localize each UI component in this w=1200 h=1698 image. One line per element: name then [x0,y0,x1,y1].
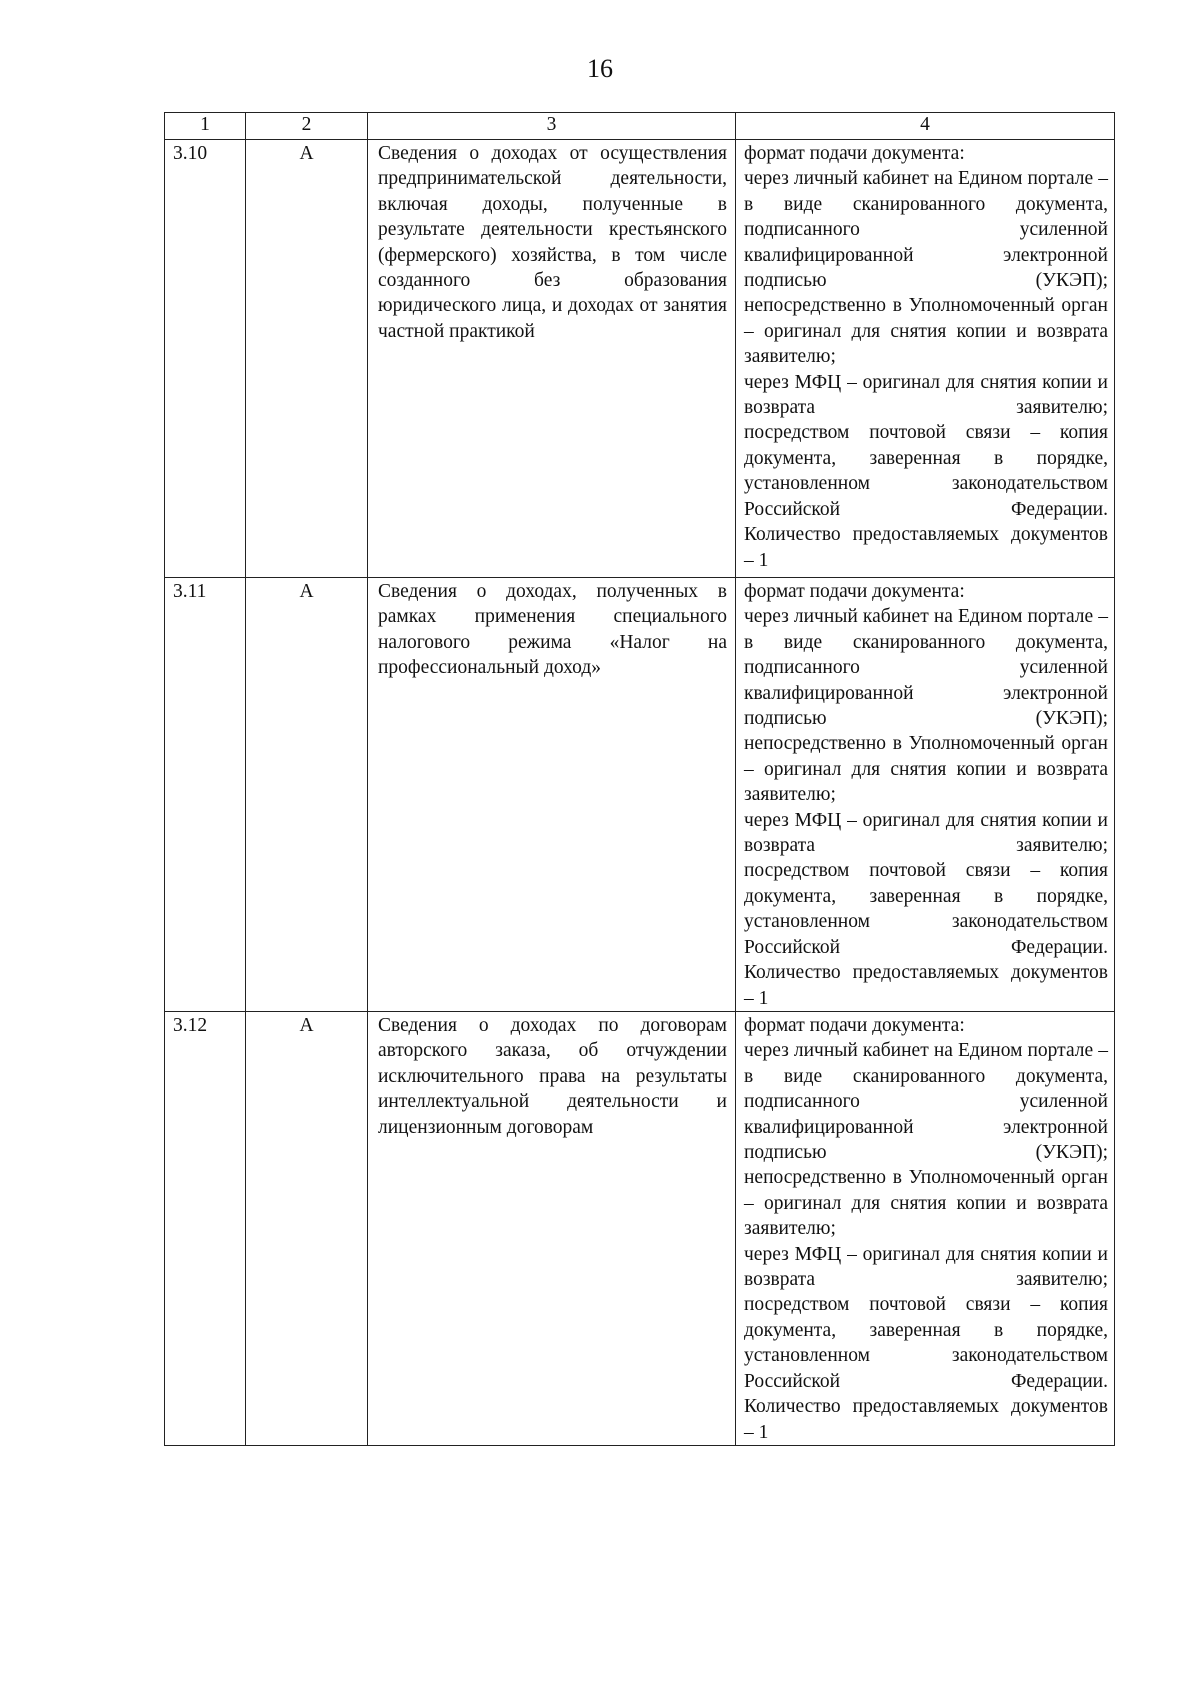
format-heading: формат подачи документа: [744,143,965,164]
option-authority: непосредственно в Уполномоченный орган – оригинал для снятия копии и возврата заявителю; [744,295,1108,368]
document-count: Количество предоставляемых документов – 1 [744,1396,1108,1443]
column-header: 2 [246,113,368,140]
option-portal: через личный кабинет на Едином портале – в виде сканированного документа, подписанного усиленной квалифицированной электронной подписью (УКЭП); [744,168,1108,292]
submission-format [736,578,1115,1012]
option-authority: непосредственно в Уполномоченный орган – оригинал для снятия копии и возврата заявителю; [744,1167,1108,1240]
column-header: 3 [368,113,736,140]
option-mfc: через МФЦ – оригинал для снятия копии и возврата заявителю; [744,1243,1108,1291]
submission-format [736,1012,1115,1446]
document-count: Количество предоставляемых документов – 1 [744,524,1108,571]
row-number: 3.12 [165,1012,246,1446]
row-category: А [246,578,368,1012]
row-category: А [246,1012,368,1446]
option-portal: через личный кабинет на Едином портале – в виде сканированного документа, подписанного усиленной квалифицированной электронной подписью (УКЭП); [744,1040,1108,1164]
format-heading: формат подачи документа: [744,581,965,602]
row-number: 3.11 [165,578,246,1012]
table-header-row [165,113,1115,140]
document-name: Сведения о доходах от осуществления предпринимательской деятельности, включая доходы, полученные в результате деятельности крестьянского (фермерского) хозяйства, в том числе созданного без образования юридического лица, и доходах от занятия частной практикой [368,140,736,578]
document-name: Сведения о доходах, полученных в рамках применения специального налогового режима «Налог на профессиональный доход» [368,578,736,1012]
documents-table [164,112,1115,1446]
table-row [165,578,1115,1012]
document-count: Количество предоставляемых документов – 1 [744,962,1108,1009]
option-mfc: через МФЦ – оригинал для снятия копии и возврата заявителю; [744,809,1108,857]
row-number: 3.10 [165,140,246,578]
column-header: 1 [165,113,246,140]
row-category: А [246,140,368,578]
option-mfc: через МФЦ – оригинал для снятия копии и возврата заявителю; [744,371,1108,419]
option-post: посредством почтовой связи – копия документа, заверенная в порядке, установленном законодательством Российской Федерации. [744,1294,1108,1392]
option-authority: непосредственно в Уполномоченный орган – оригинал для снятия копии и возврата заявителю; [744,733,1108,806]
submission-format [736,140,1115,578]
page-number: 16 [587,54,613,83]
format-heading: формат подачи документа: [744,1015,965,1036]
column-header: 4 [736,113,1115,140]
document-name: Сведения о доходах по договорам авторского заказа, об отчуждении исключительного права на результаты интеллектуальной деятельности и лицензионным договорам [368,1012,736,1446]
table-row [165,1012,1115,1446]
table-row [165,140,1115,578]
option-portal: через личный кабинет на Едином портале – в виде сканированного документа, подписанного усиленной квалифицированной электронной подписью (УКЭП); [744,606,1108,730]
option-post: посредством почтовой связи – копия документа, заверенная в порядке, установленном законодательством Российской Федерации. [744,860,1108,958]
option-post: посредством почтовой связи – копия документа, заверенная в порядке, установленном законодательством Российской Федерации. [744,422,1108,520]
